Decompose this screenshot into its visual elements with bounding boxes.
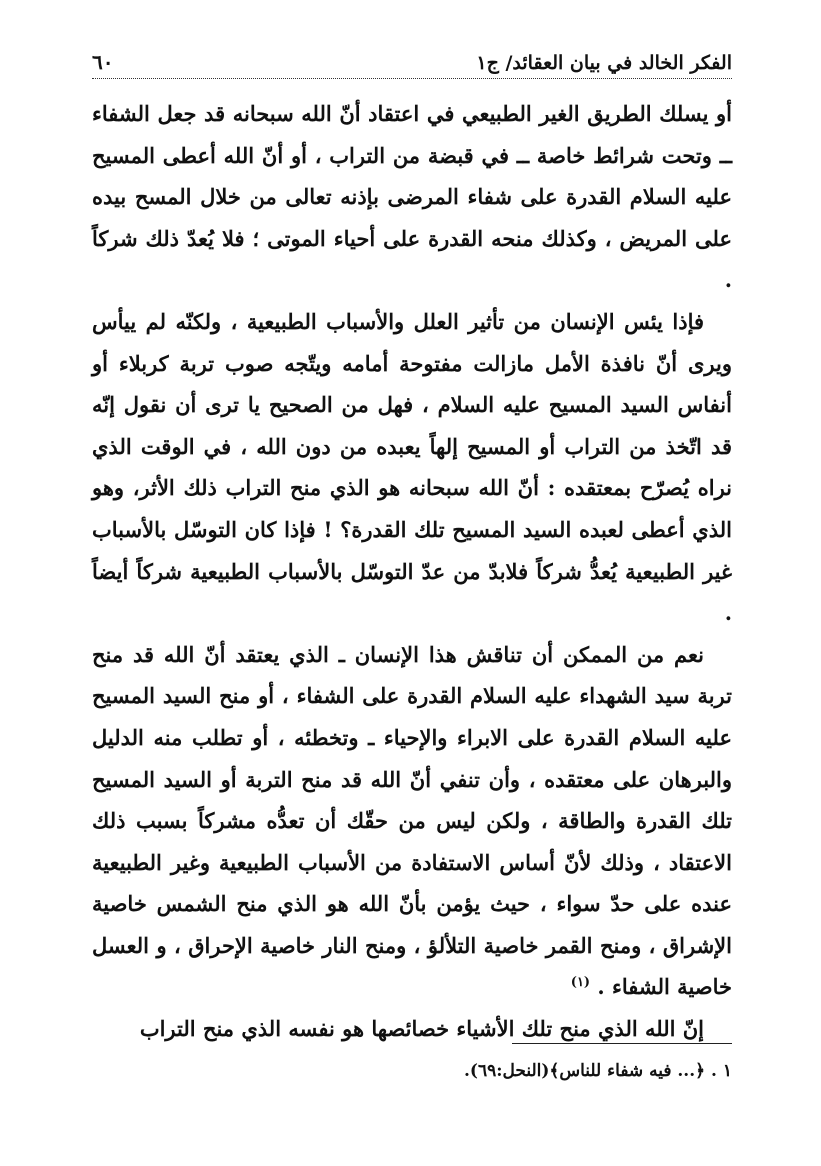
paragraph-4: إنّ الله الذي منح تلك الأشياء خصائصها هو نفسه الذي منح التراب <box>139 1016 704 1042</box>
footnote-divider <box>512 1043 732 1044</box>
footnote: ١ . ﴿... فيه شفاء للناس﴾(النحل:٦٩). <box>463 1061 732 1081</box>
page-header <box>92 38 732 79</box>
main-text <box>92 93 732 1050</box>
page-number: ٦٠ <box>92 50 114 74</box>
footnote-reference[interactable]: (١) <box>570 975 591 991</box>
paragraph-2: فإذا يئس الإنسان من تأثير العلل والأسباب الطبيعية ، ولكنّه لم ييأس ويرى أنّ نافذة الأمل مازالت مفتوحة أمامه ويتّجه صوب تربة كربلاء أو أنفاس السيد المسيح عليه السلام ، فهل من الصحيح يا ترى أن نقول إنّه قد اتّخذ من التراب أو المسيح إلهاً يعبده من دون الله ، في الوقت الذي نراه يُصرّح بمعتقده : أنّ الله سبحانه هو الذي منح التراب ذلك الأثر، وهو الذي أعطى لعبده السيد المسيح تلك القدرة؟ ! فإذا كان التوسّل بالأسباب غير الطبيعية يُعدُّ شركاً فلابدّ من عدّ التوسّل بالأسباب الطبيعية شركاً أيضاً . <box>92 308 732 626</box>
running-title: الفكر الخالد في بيان العقائد/ ج١ <box>476 52 732 74</box>
paragraph-3-text: نعم من الممكن أن تناقش هذا الإنسان ـ الذي يعتقد أنّ الله قد منح تربة سيد الشهداء عليه السلام القدرة على الشفاء ، أو منح السيد المسيح عليه السلام القدرة على الابراء والإحياء ـ وتخطئه ، أو تطلب منه الدليل والبرهان على معتقده ، وأن تنفي أنّ الله قد منح التربة أو السيد المسيح تلك القدرة والطاقة ، ولكن ليس من حقّك أن تعدُّه مشركاً بسبب ذلك الاعتقاد ، وذلك لأنّ أساس الاستفادة من الأسباب الطبيعية وغير الطبيعية عنده على حدّ سواء ، حيث يؤمن بأنّ الله هو الذي منح الشمس خاصية الإشراق ، ومنح القمر خاصية التلألؤ ، ومنح النار خاصية الإحراق ، و العسل خاصية الشفاء . <box>92 641 732 1000</box>
paragraph-3 <box>92 634 732 1008</box>
paragraph-1: أو يسلك الطريق الغير الطبيعي في اعتقاد أنّ الله سبحانه قد جعل الشفاء ــ وتحت شرائط خاصة ــ في قبضة من التراب ، أو أنّ الله أعطى المسيح عليه السلام القدرة على شفاء المرضى بإذنه تعالى من خلال المسح بيده على المريض ، وكذلك منحه القدرة على أحياء الموتى ؛ فلا يُعدّ ذلك شركاً . <box>92 101 732 293</box>
